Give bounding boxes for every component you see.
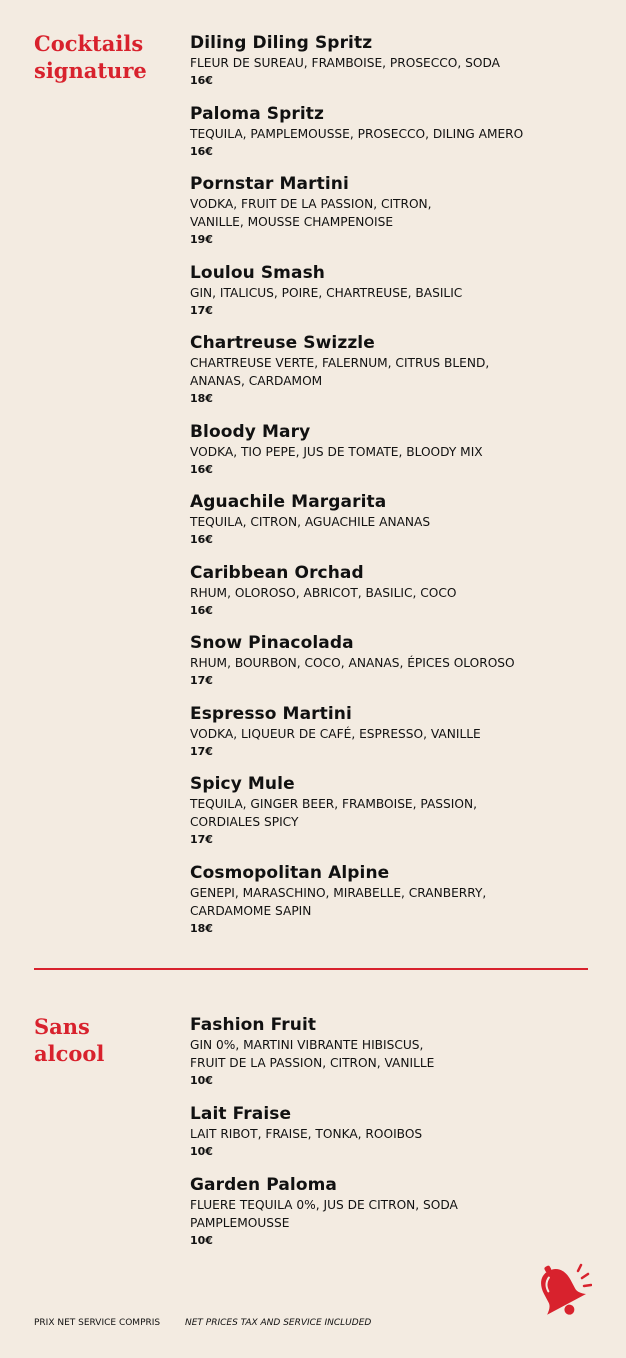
menu-item	[190, 1014, 434, 1089]
menu-item	[190, 421, 483, 478]
menu-item	[190, 703, 481, 760]
menu-item-price: 16€	[190, 74, 213, 87]
menu-item-price: 17€	[190, 833, 213, 846]
menu-item	[190, 173, 432, 248]
menu-item	[190, 491, 430, 548]
section-title	[34, 30, 184, 84]
menu-item-name: Cosmopolitan Alpine	[190, 863, 390, 883]
menu-item-name: Diling Diling Spritz	[190, 33, 373, 53]
menu-item-price: 10€	[190, 1145, 213, 1158]
menu-item-name: Aguachile Margarita	[190, 492, 387, 512]
menu-item-ingredients: TEQUILA, CITRON, AGUACHILE ANANAS	[190, 515, 431, 529]
menu-item-ingredients: VODKA, FRUIT DE LA PASSION, CITRON, VANILLE, MOUSSE CHAMPENOISE	[190, 197, 432, 229]
menu-item-name: Fashion Fruit	[190, 1015, 317, 1035]
menu-item-price: 18€	[190, 922, 213, 935]
menu-item	[190, 332, 489, 407]
menu-item-ingredients: VODKA, LIQUEUR DE CAFÉ, ESPRESSO, VANILLE	[190, 727, 481, 741]
menu-item-price: 17€	[190, 674, 213, 687]
menu-item-ingredients: GIN, ITALICUS, POIRE, CHARTREUSE, BASILIC	[190, 286, 463, 300]
menu-item-price: 16€	[190, 533, 213, 546]
menu-item-ingredients: FLEUR DE SUREAU, FRAMBOISE, PROSECCO, SODA	[190, 56, 500, 70]
menu-item	[190, 1103, 422, 1160]
menu-item-price: 18€	[190, 392, 213, 405]
menu-item-name: Caribbean Orchad	[190, 563, 364, 583]
menu-item-ingredients: RHUM, BOURBON, COCO, ANANAS, ÉPICES OLOROSO	[190, 656, 515, 670]
menu-item	[190, 32, 500, 89]
menu-item-price: 10€	[190, 1234, 213, 1247]
bell-icon	[528, 1262, 592, 1322]
menu-item	[190, 862, 486, 937]
menu-item-name: Paloma Spritz	[190, 104, 325, 124]
menu-item	[190, 103, 523, 160]
section-title-line1: Sans	[34, 1014, 90, 1039]
menu-item-ingredients: VODKA, TIO PEPE, JUS DE TOMATE, BLOODY MIX	[190, 445, 483, 459]
menu-item-ingredients: GIN 0%, MARTINI VIBRANTE HIBISCUS, FRUIT DE LA PASSION, CITRON, VANILLE	[190, 1038, 435, 1070]
menu-item	[190, 562, 456, 619]
menu-item-name: Pornstar Martini	[190, 174, 349, 194]
section-title-line2: alcool	[34, 1041, 105, 1066]
menu-item	[190, 1174, 458, 1249]
menu-item-price: 19€	[190, 233, 213, 246]
menu-item-price: 16€	[190, 145, 213, 158]
menu-item	[190, 773, 477, 848]
section-divider	[34, 968, 588, 970]
menu-item-name: Chartreuse Swizzle	[190, 333, 375, 353]
menu-item-ingredients: GENEPI, MARASCHINO, MIRABELLE, CRANBERRY, CARDAMOME SAPIN	[190, 886, 487, 918]
menu-item-price: 10€	[190, 1074, 213, 1087]
menu-item-name: Garden Paloma	[190, 1175, 337, 1195]
menu-item-price: 16€	[190, 463, 213, 476]
menu-item-name: Espresso Martini	[190, 704, 352, 724]
menu-item-name: Bloody Mary	[190, 422, 311, 442]
menu-item-ingredients: FLUERE TEQUILA 0%, JUS DE CITRON, SODA PAMPLEMOUSSE	[190, 1198, 458, 1230]
menu-item	[190, 632, 515, 689]
section-title-line2: signature	[34, 58, 147, 83]
menu-item-price: 16€	[190, 604, 213, 617]
menu-item-ingredients: TEQUILA, GINGER BEER, FRAMBOISE, PASSION, CORDIALES SPICY	[190, 797, 477, 829]
menu-item-name: Spicy Mule	[190, 774, 295, 794]
footer-note-fr: PRIX NET SERVICE COMPRIS	[34, 1318, 161, 1328]
menu-item-name: Snow Pinacolada	[190, 633, 354, 653]
menu-item	[190, 262, 462, 319]
menu-item-ingredients: CHARTREUSE VERTE, FALERNUM, CITRUS BLEND, ANANAS, CARDAMOM	[190, 356, 490, 388]
menu-item-ingredients: RHUM, OLOROSO, ABRICOT, BASILIC, COCO	[190, 586, 457, 600]
footer	[34, 1316, 393, 1330]
menu-item-price: 17€	[190, 745, 213, 758]
menu-item-ingredients: TEQUILA, PAMPLEMOUSSE, PROSECCO, DILING AMERO	[190, 127, 524, 141]
section-title	[34, 1013, 184, 1067]
menu-item-ingredients: LAIT RIBOT, FRAISE, TONKA, ROOIBOS	[190, 1127, 423, 1141]
menu-item-name: Lait Fraise	[190, 1104, 292, 1124]
footer-note-en: NET PRICES TAX AND SERVICE INCLUDED	[185, 1318, 372, 1328]
menu-item-name: Loulou Smash	[190, 263, 325, 283]
menu-item-price: 17€	[190, 304, 213, 317]
section-title-line1: Cocktails	[34, 31, 144, 56]
